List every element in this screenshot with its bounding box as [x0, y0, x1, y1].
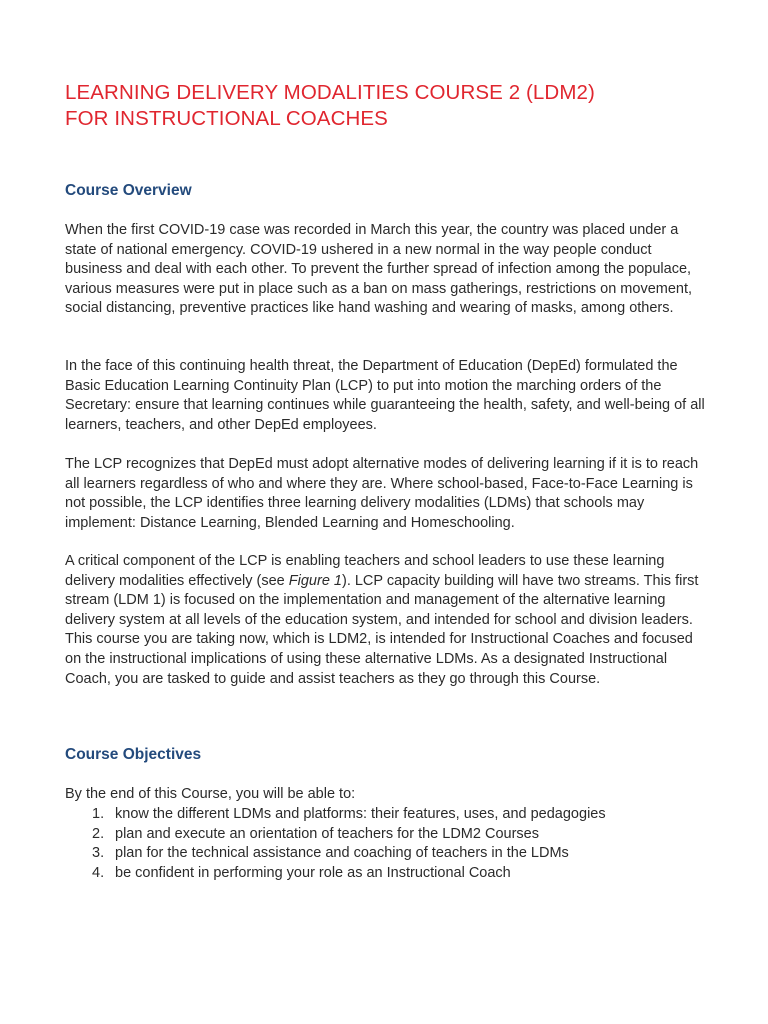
course-overview-heading: Course Overview: [65, 182, 192, 199]
list-item-text: plan and execute an orientation of teachers for the LDM2 Courses: [115, 825, 539, 842]
objectives-intro: By the end of this Course, you will be able to:: [65, 786, 356, 802]
paragraph-4-text-start: A critical component of the LCP is enabling teachers and school leaders to use these learning delivery modalities effectively (see: [65, 553, 665, 589]
list-item: [65, 805, 710, 825]
list-item-text: know the different LDMs and platforms: their features, uses, and pedagogies: [115, 806, 606, 822]
list-item: [65, 844, 710, 864]
title-line-2: FOR INSTRUCTIONAL COACHES: [65, 107, 388, 130]
overview-paragraph-2: In the face of this continuing health threat, the Department of Education (DepEd) formulated the Basic Education Learning Continuity Plan (LCP) to put into motion the marching orders of the Secretary: ensure that learning continues while guaranteeing the health, safety, and well-being of all learners, teachers, and other DepEd employees.: [65, 358, 705, 433]
list-item-text: plan for the technical assistance and coaching of teachers in the LDMs: [115, 845, 569, 862]
list-item-number: 1.: [92, 806, 105, 822]
list-item: [65, 825, 710, 845]
list-item-number: 2.: [92, 825, 105, 842]
list-item-number: 4.: [92, 864, 105, 881]
overview-paragraph-1: When the first COVID-19 case was recorded in March this year, the country was placed under a state of national emergency. COVID-19 ushered in a new normal in the way people conduct business and deal with each other. To prevent the further spread of infection among the populace, various measures were put in place such as a ban on mass gatherings, restrictions on movement, social distancing, preventive practices like hand washing and wearing of masks, among others.: [65, 222, 693, 317]
list-item-text: be confident in performing your role as an Instructional Coach: [115, 864, 511, 881]
list-item: [65, 864, 710, 884]
list-item-number: 3.: [92, 845, 105, 862]
overview-paragraph-3: The LCP recognizes that DepEd must adopt alternative modes of delivering learning if it is to reach all learners regardless of who and where they are. Where school-based, Face-to-Face Learning is not possible, the LCP identifies three learning delivery modalities (LDMs) that schools may implement: Distance Learning, Blended Learning and Homeschooling.: [65, 456, 699, 531]
page-title: [65, 80, 725, 132]
figure-1-reference: Figure 1: [288, 572, 342, 589]
overview-paragraph-4: [65, 552, 710, 689]
objectives-list: [65, 805, 710, 883]
paragraph-4-text-end: ). LCP capacity building will have two streams. This first stream (LDM 1) is focused on the implementation and management of the alternative learning delivery system at all levels of the education system, and intended for school and division leaders. This course you are taking now, which is LDM2, is intended for Instructional Coaches and focused on the instructional implications of using these alternative LDMs. As a designated Instructional Coach, you are tasked to guide and assist teachers as they go through this Course.: [65, 572, 699, 687]
course-objectives-heading: Course Objectives: [65, 746, 202, 763]
title-line-1: LEARNING DELIVERY MODALITIES COURSE 2 (LDM2): [65, 81, 595, 104]
